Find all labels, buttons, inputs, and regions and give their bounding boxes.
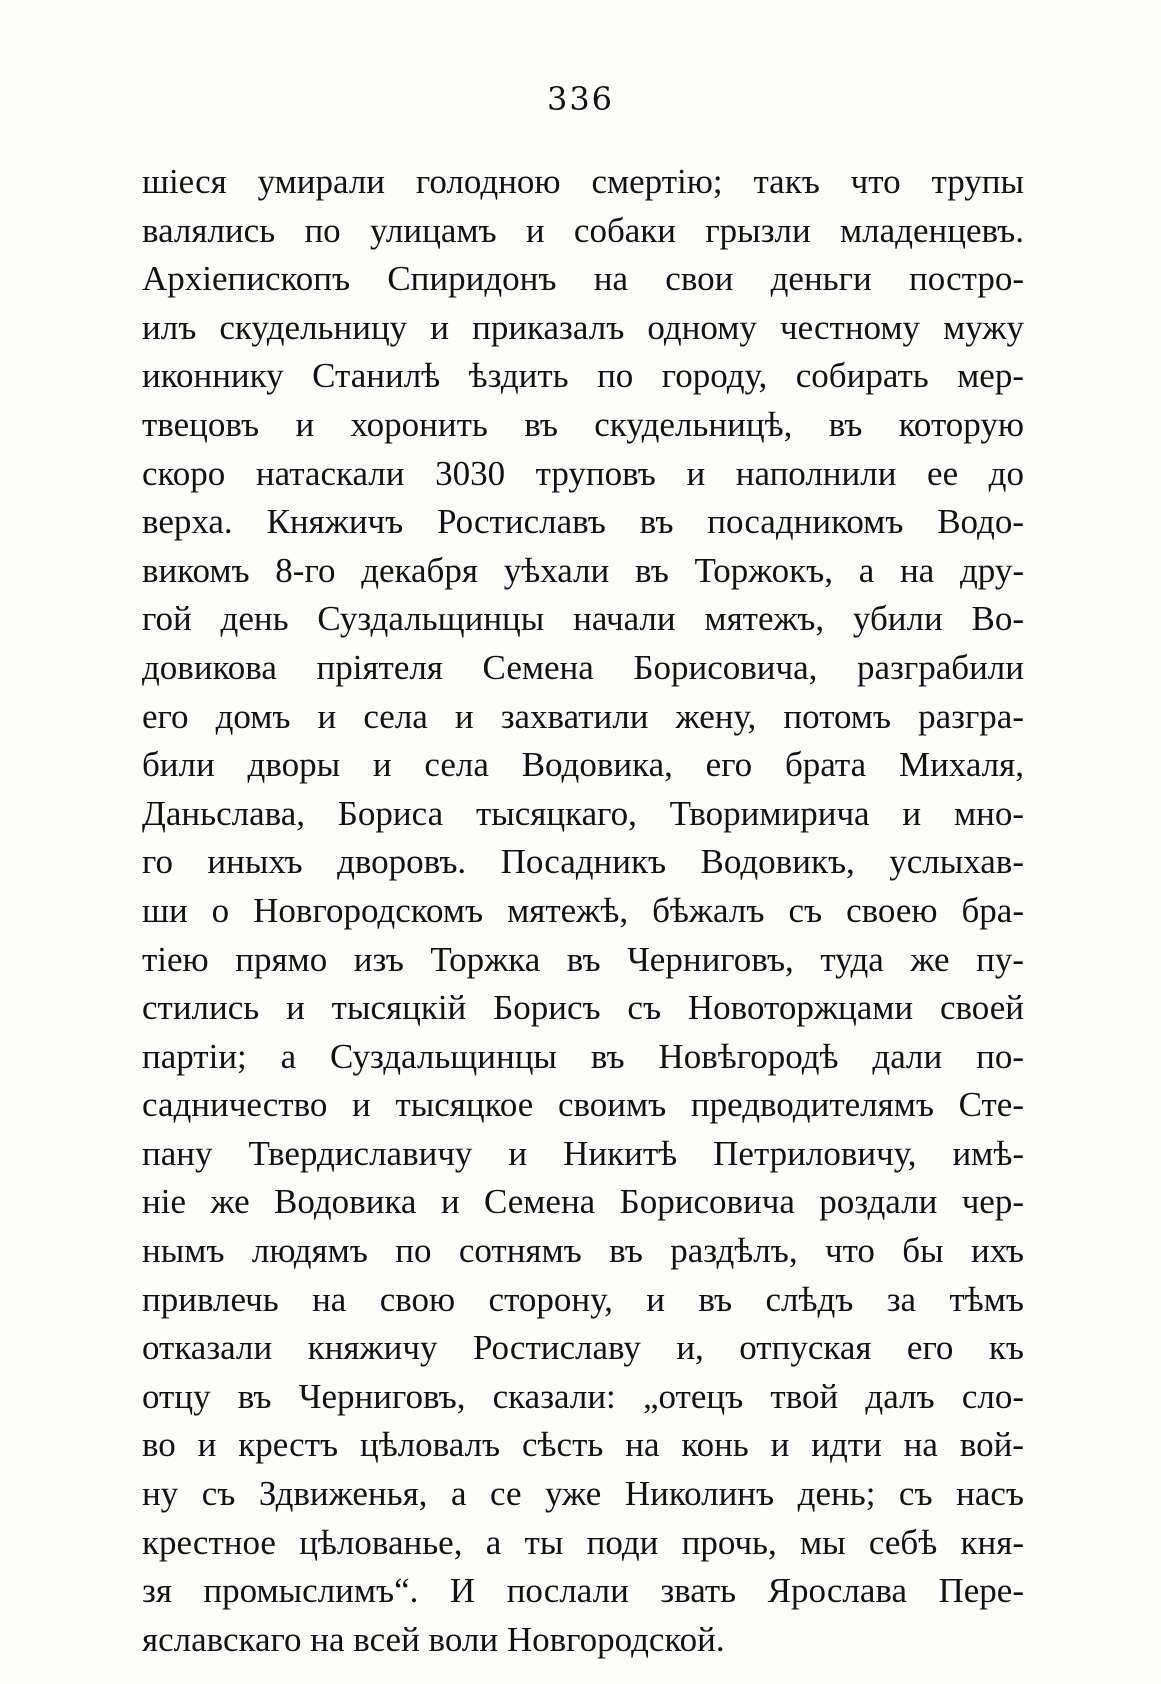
text-line: отцу въ Черниговъ, сказали: „отецъ твой далъ сло- [142,1376,1024,1416]
body-text [142,158,1024,1664]
text-line: довикова пріятеля Семена Борисовича, разграбили [142,647,1024,687]
text-line: тіею прямо изъ Торжка въ Черниговъ, туда же пу- [142,939,1024,979]
text-line: пану Твердиславичу и Никитѣ Петриловичу, имѣ- [142,1133,1024,1173]
text-line: илъ скудельницу и приказалъ одному честному мужу [142,307,1024,347]
text-line: привлечь на свою сторону, и въ слѣдъ за тѣмъ [142,1279,1024,1319]
text-line: викомъ 8-го декабря уѣхали въ Торжокъ, а на дру- [142,550,1024,590]
text-line: стились и тысяцкій Борисъ съ Новоторжцами своей [142,988,1024,1028]
text-line: зя промыслимъ“. И послали звать Ярослава Пере- [142,1571,1024,1611]
text-line: ніе же Водовика и Семена Борисовича роздали чер- [142,1182,1024,1222]
text-line: яславскаго на всей воли Новгородской. [142,1619,725,1659]
text-line: крестное цѣлованье, а ты поди прочь, мы себѣ кня- [142,1522,1024,1562]
text-line: били дворы и села Водовика, его брата Михаля, [142,745,1024,785]
text-line: верха. Княжичъ Ростиславъ въ посадникомъ Водо- [142,502,1024,542]
text-line: партіи; а Суздальщинцы въ Новѣгородѣ дали по- [142,1036,1024,1076]
text-line: садничество и тысяцкое своимъ предводителямъ Сте- [142,1085,1024,1125]
text-line: скоро натаскали 3030 труповъ и наполнили ее до [142,453,1024,493]
text-line: Даньслава, Бориса тысяцкаго, Творимирича и мно- [142,793,1024,833]
text-line: Архіепископъ Спиридонъ на свои деньги постро- [142,259,1024,299]
text-line: отказали княжичу Ростиславу и, отпуская его къ [142,1328,1024,1368]
page-number: 336 [546,80,615,118]
text-line: его домъ и села и захватили жену, потомъ разгра- [142,696,1024,736]
text-line: во и крестъ цѣловалъ сѣсть на конь и идти на вой- [142,1425,1024,1465]
text-line: ну съ Здвиженья, а се уже Николинъ день; съ насъ [142,1474,1024,1514]
text-line: гой день Суздальщинцы начали мятежъ, убили Во- [142,599,1024,639]
text-line: иконнику Станилѣ ѣздить по городу, собирать мер- [142,356,1024,396]
text-line: шіеся умирали голодною смертію; такъ что трупы [142,162,1024,201]
text-line: твецовъ и хоронить въ скудельницѣ, въ которую [142,404,1024,444]
text-line: валялись по улицамъ и собаки грызли младенцевъ. [142,210,1024,250]
text-line: ши о Новгородскомъ мятежѣ, бѣжалъ съ своею бра- [142,890,1024,930]
text-line: го иныхъ дворовъ. Посадникъ Водовикъ, услыхав- [142,842,1024,882]
text-line: нымъ людямъ по сотнямъ въ раздѣлъ, что бы ихъ [142,1231,1024,1271]
